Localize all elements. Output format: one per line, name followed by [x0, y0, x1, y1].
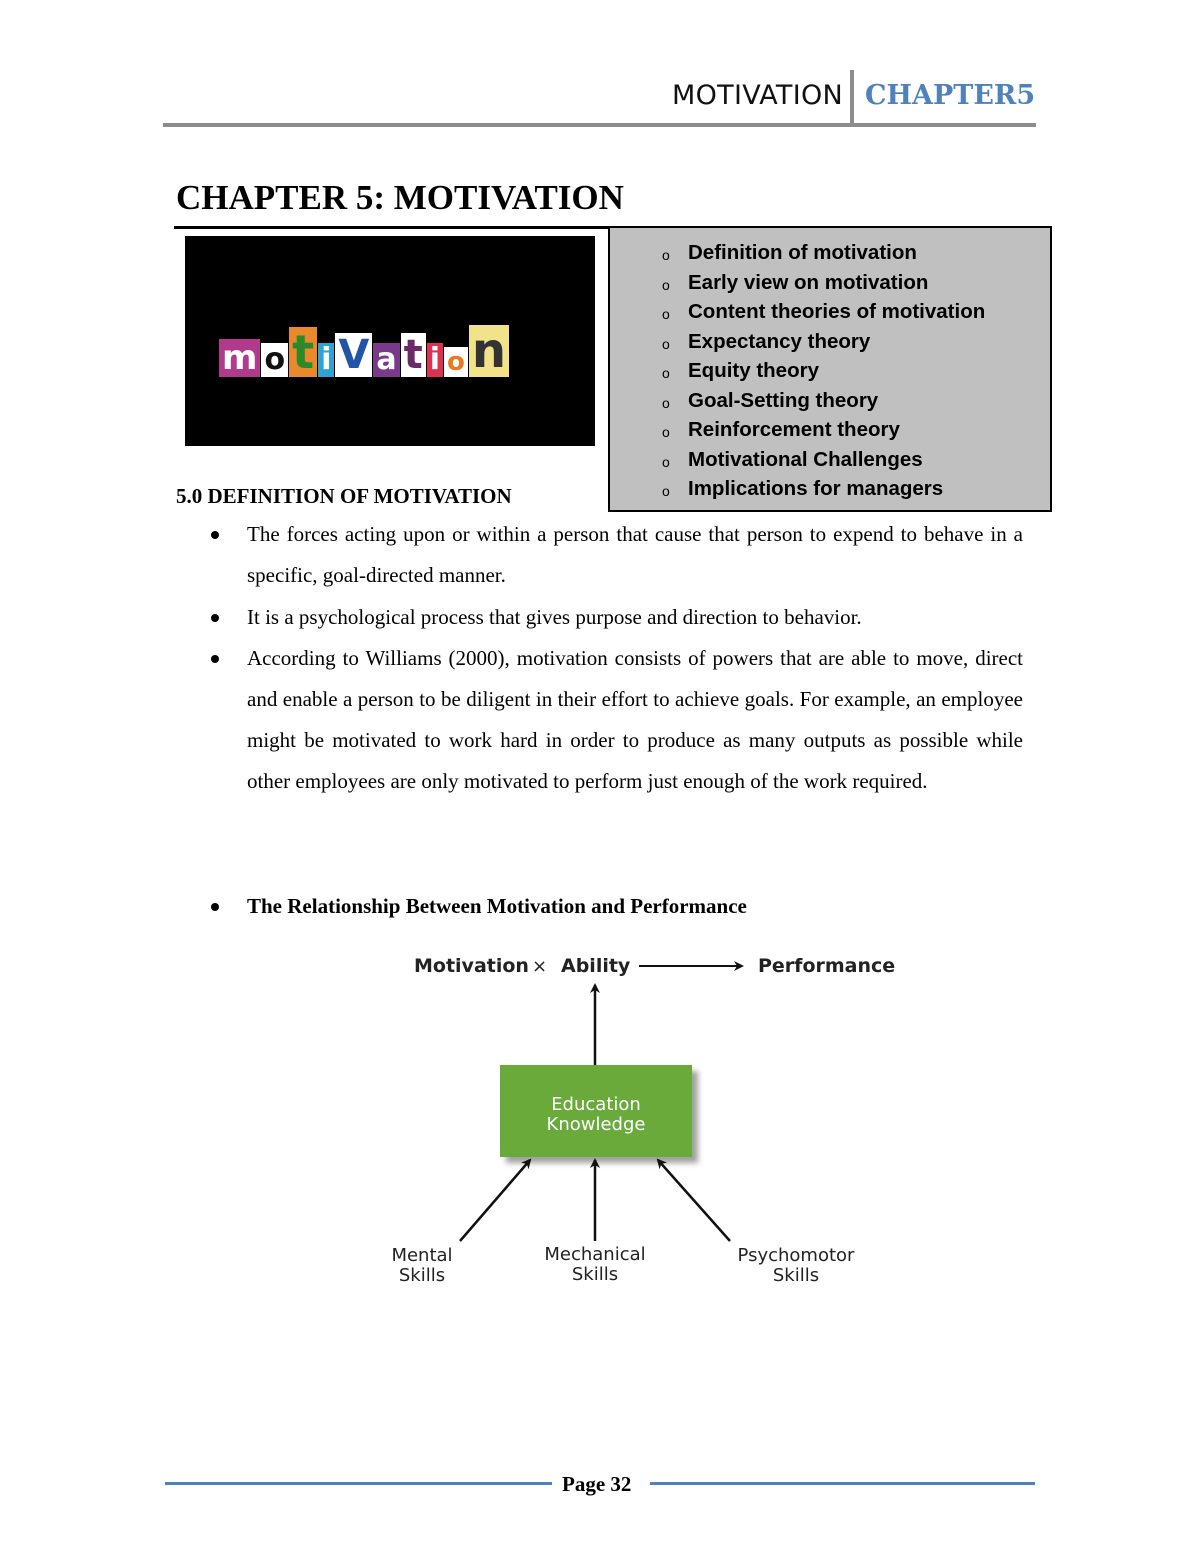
outline-item [662, 271, 1050, 301]
relationship-bullet [211, 886, 1023, 928]
outline-item-text: Reinforcement theory [688, 418, 900, 441]
banner-letter-tile: i [318, 343, 334, 377]
bullet-item [211, 886, 1023, 927]
header-separator [850, 70, 854, 125]
bullet-item [211, 597, 1023, 638]
outline-item-text: Goal-Setting theory [688, 388, 879, 412]
outline-item-text: Early view on motivation [688, 270, 929, 294]
circle-bullet-icon: o [662, 483, 670, 499]
banner-letter-tile: t [289, 327, 317, 377]
bullet-item [211, 638, 1023, 801]
outline-item [662, 241, 1050, 271]
footer-rule-left [165, 1482, 552, 1485]
circle-bullet-icon: o [662, 453, 670, 470]
psychomotor-skills-label-line2: Skills [772, 1265, 820, 1286]
banner-letter-tile: V [335, 333, 372, 377]
psychomotor-skills-label-line1: Psychomotor [737, 1245, 855, 1266]
banner-letter-tile: m [219, 339, 260, 377]
box-label-knowledge: Knowledge [546, 1114, 646, 1135]
bullet-text: According to Williams (2000), motivation consists of powers that are able to move, direct and enable a person to be diligent in their effort to achieve goals. For example, an employee might be motivated to work hard in order to produce as many outputs as possible while other employees are only motivated to perform just enough of the work required. [247, 646, 1023, 793]
banner-letter-tile: n [469, 325, 509, 377]
chapter-outline-box [608, 226, 1052, 512]
banner-letter-tile: o [261, 343, 288, 377]
bullet-icon [211, 531, 219, 539]
motivation-performance-diagram [380, 945, 900, 1295]
outline-item [662, 330, 1050, 360]
mental-skills-label-line2: Skills [398, 1265, 446, 1286]
bullet-icon [211, 655, 219, 663]
multiply-sign: × [532, 956, 548, 977]
relationship-heading: The Relationship Between Motivation and Performance [247, 894, 747, 918]
outline-item [662, 448, 1050, 478]
circle-bullet-icon: o [662, 394, 670, 411]
performance-label: Performance [758, 955, 896, 977]
outline-item-text: Definition of motivation [688, 241, 917, 264]
mechanical-skills-label-line1: Mechanical [544, 1244, 646, 1265]
mental-skills-arrow [460, 1160, 530, 1241]
chapter-outline-list [610, 228, 1050, 507]
footer-rule-right [650, 1482, 1035, 1485]
section-heading: 5.0 DEFINITION OF MOTIVATION [176, 484, 512, 508]
motivation-label: Motivation [414, 955, 529, 977]
outline-item [662, 477, 1050, 507]
motivation-banner-image [185, 236, 595, 446]
outline-item [662, 359, 1050, 389]
outline-item [662, 300, 1050, 330]
circle-bullet-icon: o [662, 365, 670, 381]
title-rule [174, 226, 609, 229]
page-number: Page 32 [562, 1472, 632, 1496]
circle-bullet-icon: o [662, 276, 670, 293]
mental-skills-label-line1: Mental [391, 1245, 453, 1266]
circle-bullet-icon: o [662, 424, 670, 440]
banner-letter-tile: i [427, 343, 443, 377]
outline-item-text: Equity theory [688, 359, 819, 382]
header-rule [163, 123, 1036, 127]
circle-bullet-icon: o [662, 247, 670, 263]
banner-letter-tile: a [373, 343, 399, 377]
running-header-title: MOTIVATION [672, 80, 844, 111]
banner-letter-tile: t [401, 333, 426, 377]
banner-lettering [219, 317, 510, 377]
ability-label: Ability [561, 955, 631, 977]
outline-item-text: Implications for managers [688, 477, 944, 500]
mechanical-skills-label-line2: Skills [571, 1264, 619, 1285]
outline-item-text: Motivational Challenges [688, 447, 923, 471]
bullet-icon [211, 903, 219, 911]
outline-item [662, 418, 1050, 448]
outline-item-text: Content theories of motivation [688, 300, 986, 323]
page-title: CHAPTER 5: MOTIVATION [176, 178, 624, 217]
bullet-icon [211, 614, 219, 622]
outline-item [662, 389, 1050, 419]
bullet-text: The forces acting upon or within a person that cause that person to expend to behave in a specific, goal-directed manner. [247, 522, 1023, 587]
circle-bullet-icon: o [662, 335, 670, 352]
bullet-text: It is a psychological process that gives purpose and direction to behavior. [247, 604, 862, 629]
banner-letter-tile: o [444, 347, 468, 377]
psychomotor-skills-arrow [658, 1160, 730, 1241]
outline-item-text: Expectancy theory [688, 329, 871, 353]
definition-bullets [211, 514, 1023, 803]
running-header-chapter: CHAPTER5 [865, 80, 1036, 111]
bullet-item [211, 514, 1023, 596]
box-label-education: Education [551, 1094, 641, 1115]
circle-bullet-icon: o [662, 306, 670, 322]
